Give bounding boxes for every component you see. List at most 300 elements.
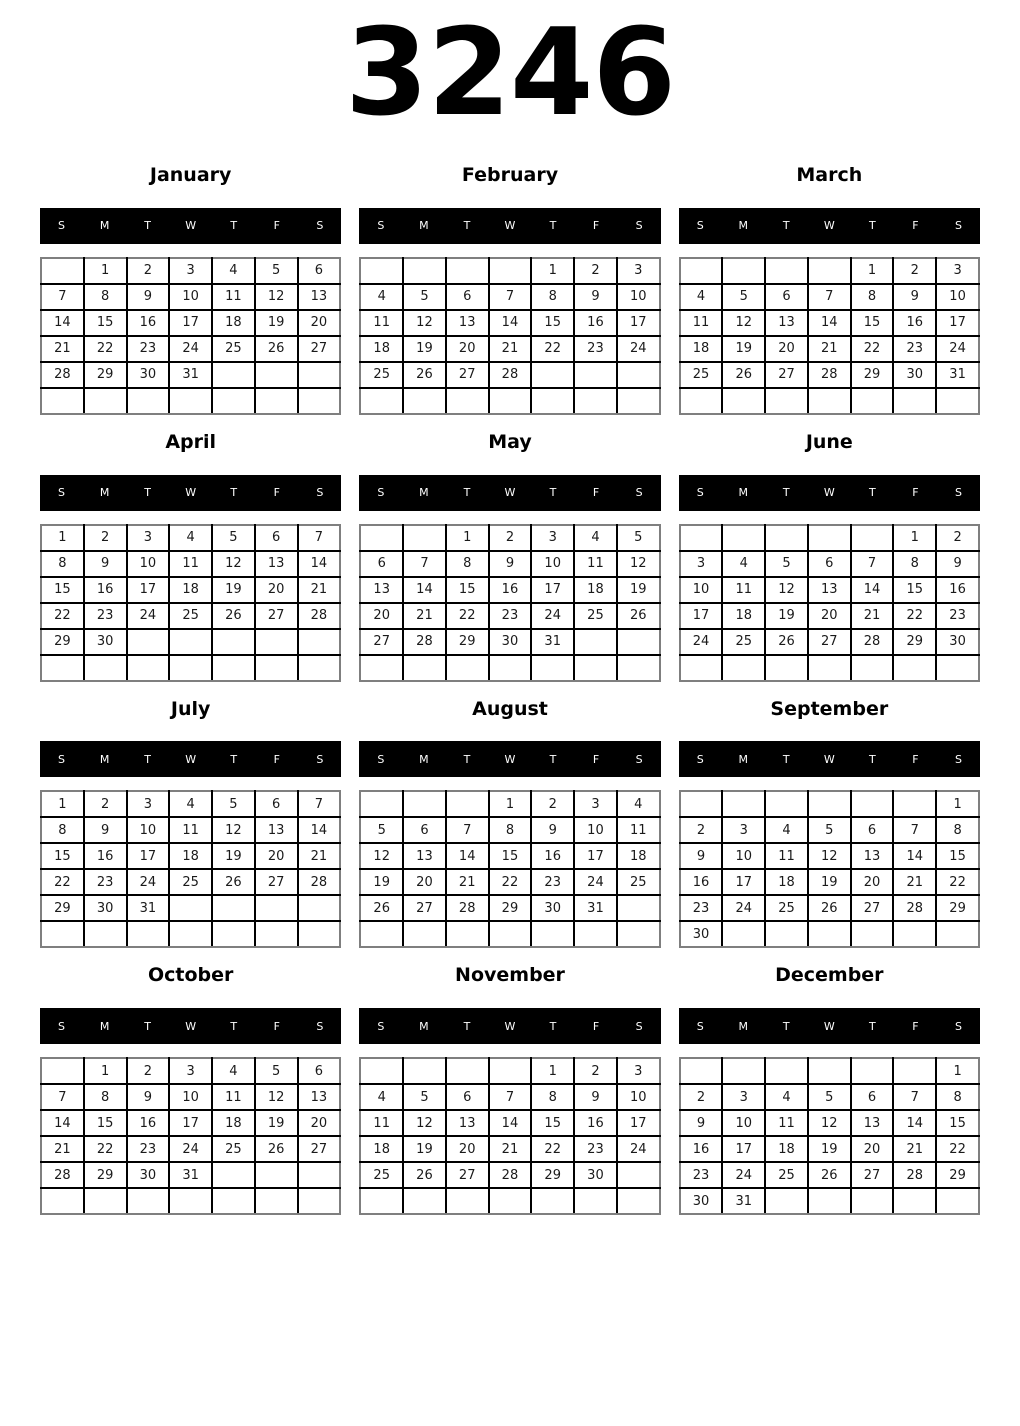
day-cell: 20: [298, 1110, 341, 1136]
day-cell: 12: [722, 310, 765, 336]
day-of-week-label: S: [377, 219, 385, 233]
empty-day-cell: [765, 655, 808, 681]
day-cell: 25: [765, 1162, 808, 1188]
day-cell: 26: [212, 603, 255, 629]
day-cell: 6: [851, 1084, 894, 1110]
day-cell: 15: [446, 577, 489, 603]
empty-day-cell: [298, 655, 341, 681]
day-cell: 29: [84, 1162, 127, 1188]
day-cell: 8: [851, 284, 894, 310]
empty-day-cell: [403, 388, 446, 414]
day-of-week-label: T: [463, 752, 471, 766]
day-cell: 22: [41, 869, 84, 895]
day-cell: 4: [169, 791, 212, 817]
day-cell: 22: [936, 1136, 979, 1162]
day-cell: 18: [169, 577, 212, 603]
day-cell: 27: [298, 336, 341, 362]
week-row: [41, 1110, 340, 1136]
empty-day-cell: [722, 1058, 765, 1084]
day-cell: 3: [617, 258, 660, 284]
week-row: [41, 551, 340, 577]
day-cell: 12: [403, 1110, 446, 1136]
day-cell: 31: [169, 362, 212, 388]
month-name: May: [488, 430, 532, 453]
empty-day-cell: [446, 388, 489, 414]
day-of-week-label: F: [273, 219, 280, 233]
day-cell: 1: [851, 258, 894, 284]
empty-day-cell: [41, 1188, 84, 1214]
day-cell: 15: [893, 577, 936, 603]
day-cell: 6: [851, 817, 894, 843]
day-cell: 9: [936, 551, 979, 577]
empty-day-cell: [489, 1058, 532, 1084]
day-cell: 21: [403, 603, 446, 629]
day-cell: 30: [84, 895, 127, 921]
month-name: February: [461, 164, 559, 186]
day-cell: 3: [617, 1058, 660, 1084]
day-cell: 15: [41, 577, 84, 603]
day-of-week-label: M: [99, 752, 110, 766]
empty-day-cell: [851, 921, 894, 947]
day-cell: 5: [255, 1058, 298, 1084]
empty-day-cell: [403, 655, 446, 681]
day-cell: 14: [489, 1110, 532, 1136]
day-cell: 22: [84, 336, 127, 362]
day-of-week-label: M: [738, 219, 748, 233]
day-cell: 25: [169, 869, 212, 895]
empty-day-cell: [936, 1188, 979, 1214]
empty-day-cell: [212, 388, 255, 414]
day-of-week-label: T: [144, 486, 151, 500]
day-of-week-label: F: [912, 752, 919, 766]
day-cell: 27: [255, 603, 298, 629]
day-cell: 2: [680, 1084, 723, 1110]
day-cell: 9: [127, 284, 170, 310]
empty-day-cell: [360, 1058, 403, 1084]
day-of-week-label: S: [954, 752, 962, 766]
day-cell: 20: [298, 310, 341, 336]
day-cell: 23: [680, 1162, 723, 1188]
day-cell: 2: [574, 258, 617, 284]
day-cell: 28: [41, 362, 84, 388]
day-cell: 8: [531, 284, 574, 310]
day-of-week-label: W: [504, 486, 516, 500]
day-cell: 16: [893, 310, 936, 336]
empty-day-cell: [212, 1162, 255, 1188]
empty-day-cell: [936, 388, 979, 414]
day-cell: 9: [127, 1084, 170, 1110]
day-cell: 13: [255, 817, 298, 843]
day-of-week-label: M: [419, 1019, 429, 1033]
week-row: [360, 603, 659, 629]
day-cell: 17: [722, 869, 765, 895]
day-of-week-label: W: [185, 1019, 197, 1033]
day-cell: 3: [127, 791, 170, 817]
month-name: January: [149, 164, 232, 186]
empty-day-cell: [851, 655, 894, 681]
empty-day-cell: [127, 1188, 170, 1214]
month-name: March: [796, 164, 863, 186]
day-cell: 11: [212, 1084, 255, 1110]
day-cell: 4: [360, 284, 403, 310]
day-cell: 11: [765, 843, 808, 869]
calendar-table: [679, 1057, 980, 1215]
week-row: [360, 629, 659, 655]
day-cell: 13: [851, 843, 894, 869]
day-cell: 16: [680, 869, 723, 895]
day-of-week-label: T: [869, 1019, 876, 1033]
day-cell: 20: [446, 336, 489, 362]
day-cell: 5: [765, 551, 808, 577]
day-cell: 8: [84, 1084, 127, 1110]
day-of-week-label: T: [230, 752, 238, 766]
day-cell: 4: [212, 258, 255, 284]
day-header-bar: [679, 741, 980, 777]
day-cell: 24: [722, 1162, 765, 1188]
day-cell: 9: [680, 1110, 723, 1136]
empty-day-cell: [169, 629, 212, 655]
week-row: [41, 1136, 340, 1162]
week-row: [41, 336, 340, 362]
empty-day-cell: [169, 921, 212, 947]
day-cell: 3: [127, 525, 170, 551]
week-row: [360, 1162, 659, 1188]
day-of-week-label: F: [592, 1019, 600, 1033]
week-row: [680, 791, 979, 817]
day-cell: 8: [446, 551, 489, 577]
week-row: [680, 1084, 979, 1110]
day-cell: 15: [41, 843, 84, 869]
day-cell: 22: [936, 869, 979, 895]
day-cell: 10: [680, 577, 723, 603]
day-cell: 11: [360, 1110, 403, 1136]
day-cell: 21: [893, 869, 936, 895]
empty-day-cell: [893, 1058, 936, 1084]
empty-day-cell: [574, 655, 617, 681]
day-cell: 16: [84, 577, 127, 603]
day-of-week-label: W: [185, 219, 197, 233]
day-of-week-label: W: [504, 752, 516, 766]
day-header-bar: [40, 741, 341, 777]
month-name: July: [170, 697, 211, 720]
day-cell: 24: [722, 895, 765, 921]
week-row: [41, 1058, 340, 1084]
day-of-week-label: S: [316, 752, 324, 766]
day-cell: 8: [489, 817, 532, 843]
day-of-week-label: M: [738, 486, 748, 500]
empty-day-cell: [298, 1162, 341, 1188]
day-cell: 25: [680, 362, 723, 388]
empty-day-cell: [255, 388, 298, 414]
day-cell: 3: [574, 791, 617, 817]
empty-day-cell: [893, 791, 936, 817]
day-cell: 8: [41, 551, 84, 577]
day-cell: 6: [298, 1058, 341, 1084]
empty-day-cell: [808, 388, 851, 414]
day-cell: 12: [360, 843, 403, 869]
day-cell: 27: [808, 629, 851, 655]
month-block: [40, 698, 341, 949]
day-cell: 1: [41, 791, 84, 817]
day-of-week-label: M: [419, 752, 429, 766]
empty-day-cell: [41, 655, 84, 681]
day-cell: 24: [127, 603, 170, 629]
empty-day-cell: [808, 525, 851, 551]
day-cell: 5: [808, 817, 851, 843]
month-block: [359, 964, 660, 1215]
day-cell: 10: [127, 817, 170, 843]
day-cell: 16: [936, 577, 979, 603]
day-cell: 20: [360, 603, 403, 629]
day-cell: 14: [41, 1110, 84, 1136]
month-name: April: [165, 430, 217, 453]
day-cell: 23: [680, 895, 723, 921]
day-cell: 22: [851, 336, 894, 362]
week-row: [680, 921, 979, 947]
day-cell: 19: [808, 1136, 851, 1162]
empty-day-cell: [403, 525, 446, 551]
day-of-week-label: T: [782, 752, 790, 766]
day-cell: 18: [617, 843, 660, 869]
calendar-table: [359, 1057, 660, 1215]
empty-day-cell: [360, 1188, 403, 1214]
empty-day-cell: [255, 362, 298, 388]
day-cell: 28: [403, 629, 446, 655]
day-cell: 19: [617, 577, 660, 603]
empty-day-cell: [531, 921, 574, 947]
day-cell: 29: [851, 362, 894, 388]
day-cell: 18: [212, 1110, 255, 1136]
week-row: [360, 577, 659, 603]
day-cell: 2: [84, 791, 127, 817]
day-cell: 2: [574, 1058, 617, 1084]
empty-day-cell: [212, 629, 255, 655]
day-header-bar: [679, 475, 980, 511]
empty-day-cell: [212, 1188, 255, 1214]
day-cell: 5: [212, 525, 255, 551]
day-cell: 1: [84, 258, 127, 284]
day-of-week-label: M: [738, 1019, 748, 1033]
empty-day-cell: [84, 1188, 127, 1214]
day-cell: 10: [169, 284, 212, 310]
day-of-week-label: F: [273, 752, 280, 766]
empty-day-cell: [617, 388, 660, 414]
month-name: November: [455, 964, 565, 987]
day-cell: 6: [446, 1084, 489, 1110]
day-cell: 17: [574, 843, 617, 869]
day-of-week-label: S: [696, 486, 704, 500]
week-row: [41, 577, 340, 603]
day-cell: 5: [360, 817, 403, 843]
week-row: [680, 551, 979, 577]
day-cell: 28: [298, 603, 341, 629]
day-cell: 25: [765, 895, 808, 921]
day-cell: 15: [489, 843, 532, 869]
empty-day-cell: [169, 895, 212, 921]
day-cell: 25: [212, 336, 255, 362]
day-of-week-label: T: [782, 1019, 790, 1033]
day-of-week-label: T: [463, 1019, 471, 1033]
day-cell: 23: [574, 336, 617, 362]
month-name: October: [147, 964, 234, 987]
calendar-table: [359, 790, 660, 948]
day-cell: 5: [403, 284, 446, 310]
week-row: [680, 525, 979, 551]
day-cell: 26: [360, 895, 403, 921]
year-title: 3246: [345, 4, 675, 143]
day-cell: 8: [936, 1084, 979, 1110]
week-row: [41, 629, 340, 655]
week-row: [41, 362, 340, 388]
day-cell: 2: [127, 1058, 170, 1084]
day-cell: 25: [574, 603, 617, 629]
day-cell: 29: [84, 362, 127, 388]
day-cell: 17: [680, 603, 723, 629]
day-cell: 26: [808, 1162, 851, 1188]
week-row: [360, 1110, 659, 1136]
empty-day-cell: [212, 921, 255, 947]
day-cell: 23: [893, 336, 936, 362]
empty-day-cell: [84, 921, 127, 947]
day-cell: 26: [255, 336, 298, 362]
day-cell: 5: [722, 284, 765, 310]
week-row: [41, 895, 340, 921]
day-cell: 27: [765, 362, 808, 388]
day-cell: 9: [680, 843, 723, 869]
day-of-week-label: W: [823, 486, 835, 500]
month-block: [679, 431, 980, 682]
day-cell: 13: [298, 284, 341, 310]
day-cell: 7: [489, 1084, 532, 1110]
calendar-table: [679, 790, 980, 948]
week-row: [680, 1110, 979, 1136]
day-cell: 24: [936, 336, 979, 362]
empty-day-cell: [722, 258, 765, 284]
week-row: [360, 843, 659, 869]
empty-day-cell: [446, 1058, 489, 1084]
day-cell: 17: [169, 1110, 212, 1136]
empty-day-cell: [617, 1188, 660, 1214]
day-cell: 7: [446, 817, 489, 843]
day-cell: 1: [936, 1058, 979, 1084]
week-row: [360, 551, 659, 577]
day-of-week-label: F: [912, 486, 919, 500]
empty-day-cell: [808, 258, 851, 284]
day-cell: 13: [808, 577, 851, 603]
day-cell: 19: [212, 577, 255, 603]
empty-day-cell: [360, 388, 403, 414]
empty-day-cell: [446, 258, 489, 284]
day-cell: 6: [446, 284, 489, 310]
empty-day-cell: [617, 362, 660, 388]
day-cell: 26: [403, 362, 446, 388]
day-cell: 4: [617, 791, 660, 817]
empty-day-cell: [808, 1058, 851, 1084]
empty-day-cell: [808, 1188, 851, 1214]
empty-day-cell: [212, 655, 255, 681]
day-cell: 5: [212, 791, 255, 817]
day-cell: 28: [893, 1162, 936, 1188]
empty-day-cell: [722, 655, 765, 681]
day-of-week-label: S: [696, 1019, 704, 1033]
day-cell: 31: [169, 1162, 212, 1188]
week-row: [680, 1162, 979, 1188]
day-cell: 15: [84, 1110, 127, 1136]
week-row: [680, 284, 979, 310]
day-cell: 28: [851, 629, 894, 655]
day-cell: 6: [255, 791, 298, 817]
day-cell: 29: [489, 895, 532, 921]
week-row: [41, 791, 340, 817]
day-cell: 8: [893, 551, 936, 577]
day-cell: 27: [851, 1162, 894, 1188]
day-cell: 30: [574, 1162, 617, 1188]
day-cell: 4: [765, 1084, 808, 1110]
empty-day-cell: [489, 258, 532, 284]
day-cell: 23: [84, 869, 127, 895]
month-name: June: [805, 430, 853, 453]
day-cell: 8: [531, 1084, 574, 1110]
day-cell: 2: [489, 525, 532, 551]
day-cell: 14: [808, 310, 851, 336]
empty-day-cell: [893, 1188, 936, 1214]
day-cell: 24: [127, 869, 170, 895]
day-of-week-label: S: [377, 752, 385, 766]
empty-day-cell: [489, 388, 532, 414]
day-of-week-label: T: [549, 752, 557, 766]
months-grid: [0, 164, 1020, 1215]
day-of-week-label: W: [823, 752, 835, 766]
day-header-bar: [359, 208, 660, 244]
day-cell: 22: [446, 603, 489, 629]
day-cell: 27: [446, 1162, 489, 1188]
day-cell: 9: [489, 551, 532, 577]
empty-day-cell: [617, 895, 660, 921]
day-cell: 29: [446, 629, 489, 655]
day-header-bar: [359, 475, 660, 511]
day-cell: 11: [212, 284, 255, 310]
day-cell: 23: [531, 869, 574, 895]
day-cell: 13: [255, 551, 298, 577]
day-cell: 25: [617, 869, 660, 895]
day-cell: 26: [255, 1136, 298, 1162]
day-of-week-label: T: [230, 486, 238, 500]
day-of-week-label: T: [144, 1019, 151, 1033]
day-cell: 10: [617, 1084, 660, 1110]
day-cell: 17: [531, 577, 574, 603]
day-cell: 31: [936, 362, 979, 388]
day-cell: 6: [808, 551, 851, 577]
day-cell: 20: [808, 603, 851, 629]
empty-day-cell: [403, 1058, 446, 1084]
week-row: [680, 336, 979, 362]
empty-day-cell: [255, 629, 298, 655]
day-cell: 7: [41, 1084, 84, 1110]
empty-day-cell: [127, 388, 170, 414]
empty-day-cell: [169, 388, 212, 414]
empty-day-cell: [680, 525, 723, 551]
day-cell: 30: [531, 895, 574, 921]
empty-day-cell: [360, 921, 403, 947]
day-cell: 3: [680, 551, 723, 577]
day-of-week-label: S: [316, 486, 324, 500]
day-cell: 29: [936, 895, 979, 921]
day-cell: 16: [127, 1110, 170, 1136]
day-header-bar: [40, 475, 341, 511]
empty-day-cell: [446, 921, 489, 947]
day-cell: 1: [41, 525, 84, 551]
day-cell: 9: [531, 817, 574, 843]
